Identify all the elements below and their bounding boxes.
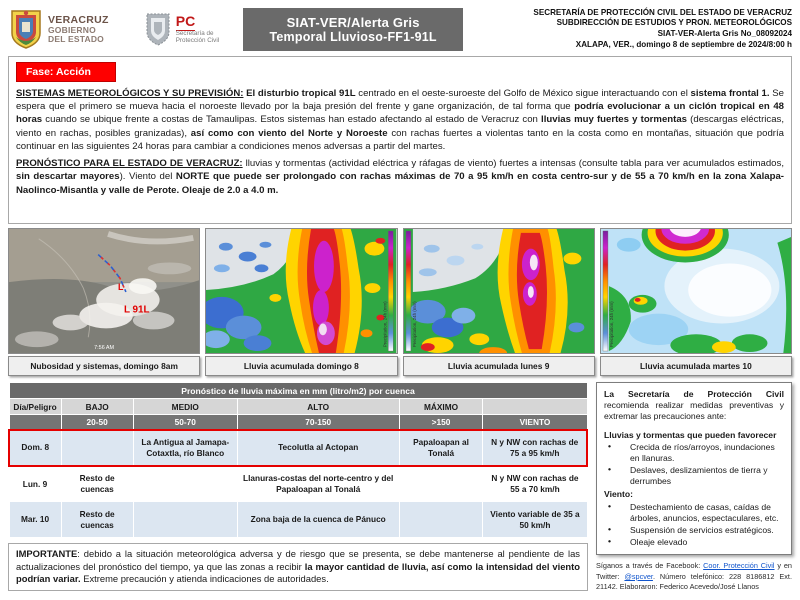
colorbar-label: Precipitation, 24h (mm)	[411, 301, 417, 348]
cell-bajo: Resto de cuencas	[61, 502, 133, 538]
colorbar	[603, 231, 608, 351]
column-header-blank	[483, 399, 587, 415]
map-panel-rain-sunday	[205, 228, 397, 376]
phase-badge: Fase: Acción	[16, 62, 116, 82]
cell-day: Mar. 10	[9, 502, 61, 538]
pc-shield-icon	[145, 12, 171, 46]
map-caption-rain-monday: Lluvia acumulada lunes 9	[403, 356, 595, 376]
rain-map-monday-image	[403, 228, 595, 354]
cell-alto: Tecolutla al Actopan	[237, 430, 399, 466]
range-maximo: >150	[399, 415, 483, 430]
cell-bajo: Resto de cuencas	[61, 466, 133, 502]
text-segment: podría evolucionar a un ciclón tropical en 48 horas	[16, 101, 785, 126]
cell-alto: Llanuras-costas del norte-centro y del Papaloapan al Tonalá	[237, 466, 399, 502]
column-header-maximo: MÁXIMO	[399, 399, 483, 415]
list-item: • Deslaves, deslizamientos de tierra y derrumbes	[604, 465, 784, 487]
colorbar-label: Precipitation, 24h (mm)	[608, 301, 614, 348]
text-segment: SISTEMAS METEOROLÓGICOS Y SU PREVISIÓN:	[16, 88, 244, 99]
text-segment: y en Twitter:	[596, 561, 792, 581]
issue-datetime: XALAPA, VER., domingo 8 de septiembre de 2024/8:00 h	[575, 39, 792, 49]
facebook-link[interactable]: Coor. Protección Civil	[703, 561, 775, 571]
rain-map-sunday-image	[205, 228, 397, 354]
state-forecast-paragraph	[16, 157, 784, 197]
forecast-text-box	[8, 56, 792, 224]
satellite-map-image	[8, 228, 200, 354]
proteccion-civil-logo	[145, 12, 219, 46]
text-segment: Síganos a través de Facebook:	[596, 561, 704, 571]
text-segment: : debido a la situación meteorológica adversa y de riesgo que se presenta, se debe mantenerse al pendiente de las actualizaciones del pronóstico del tiempo, ya que las zonas a recibir	[16, 548, 580, 572]
cell-day: Dom. 8	[9, 430, 61, 466]
maps-row	[8, 228, 792, 376]
wind-hazards-heading: Viento:	[604, 489, 633, 500]
text-segment: centrado en el oeste-suroeste del Golfo de México sigue interactuando con el	[355, 88, 691, 99]
map-caption-rain-sunday: Lluvia acumulada domingo 8	[205, 356, 397, 376]
table-header-row	[9, 399, 587, 415]
pc-logo-text: PC Secretaría de Protección Civil	[175, 13, 220, 44]
text-segment: PRONÓSTICO PARA EL ESTADO DE VERACRUZ:	[16, 158, 243, 170]
cell-medio: La Antigua al Jamapa-Cotaxtla, río Blanco	[133, 430, 237, 466]
text-segment: así como con viento del Norte y Noroeste	[190, 127, 388, 139]
bottom-section	[8, 382, 792, 593]
range-bajo: 20-50	[61, 415, 133, 430]
column-header-viento: VIENTO	[483, 415, 587, 430]
systems-paragraph	[16, 87, 784, 153]
table-row-monday	[9, 466, 587, 502]
issuer-line: SUBDIRECCIÓN DE ESTUDIOS Y PRON. METEOROLÓGICOS	[556, 18, 792, 28]
cell-maximo	[399, 502, 483, 538]
cell-viento: Viento variable de 35 a 50 km/h	[483, 502, 587, 538]
list-item: • Destechamiento de casas, caídas de árboles, anuncios, espectaculares, etc.	[604, 502, 784, 524]
text-segment: recomienda realizar medidas preventivas y extremar las precauciones ante:	[604, 400, 784, 422]
veracruz-logo	[10, 9, 109, 49]
veracruz-logo-text: VERACRUZ GOBIERNO DEL ESTADO	[48, 13, 109, 44]
text-segment: IMPORTANTE	[16, 548, 78, 559]
issuer-line: SECRETARÍA DE PROTECCIÓN CIVIL DEL ESTADO DE VERACRUZ	[533, 7, 792, 17]
footer-note	[596, 561, 792, 593]
map-panel-rain-tuesday	[600, 228, 792, 376]
cell-alto: Zona baja de la cuenca de Pánuco	[237, 502, 399, 538]
bulletin-number: SIAT-VER-Alerta Gris No_08092024	[657, 29, 792, 38]
cell-maximo: Papaloapan al Tonalá	[399, 430, 483, 466]
text-segment: sistema frontal 1.	[690, 88, 770, 99]
table-column	[8, 382, 588, 591]
table-subheader-row	[9, 415, 587, 430]
column-header-alto: ALTO	[237, 399, 399, 415]
rain-map-tuesday-image	[600, 228, 792, 354]
text-segment: la mayor cantidad de lluvia, así como la intensidad del viento podrían variar.	[16, 560, 580, 585]
importante-note	[8, 543, 588, 591]
alert-title-line2: Temporal Lluvioso-FF1-91L	[269, 29, 437, 44]
text-segment: lluvias muy fuertes y tormentas	[541, 114, 688, 126]
table-title: Pronóstico de lluvia máxima en mm (litro/m2) por cuenca	[9, 383, 587, 399]
twitter-link[interactable]: @spcver	[624, 571, 653, 581]
text-segment: sin descartar mayores	[16, 171, 120, 183]
rain-forecast-table	[8, 382, 588, 538]
cell-viento: N y NW con rachas de 75 a 95 km/h	[483, 430, 587, 466]
cell-viento: N y NW con rachas de 55 a 70 km/h	[483, 466, 587, 502]
cell-day: Lun. 9	[9, 466, 61, 502]
text-segment: con rachas fuertes a violentas tanto en la costa como en montañas, situación que podría continuar en las siguientes 24 horas para cambiar a condiciones menos adversas a partir del martes.	[16, 127, 784, 152]
table-row-tuesday	[9, 502, 587, 538]
header	[0, 0, 800, 56]
column-header-bajo: BAJO	[61, 399, 133, 415]
text-segment: La Secretaría de Protección Civil	[604, 389, 784, 399]
text-segment: NORTE que puede ser prolongado con rachas máximas de 70 a 95 km/h en costa centro-sur y de 55 a 70 km/h en la zona Xalapa-Naolinco-Misantla y valle de Perote. Oleaje de 2.0 a 4.0 m.	[16, 171, 784, 196]
map-caption-satellite: Nubosidad y sistemas, domingo 8am	[8, 356, 200, 376]
range-alto: 70-150	[237, 415, 399, 430]
list-item: • Crecida de ríos/arroyos, inundaciones en llanuras.	[604, 442, 784, 464]
front-low-label: L	[117, 282, 124, 293]
rain-hazards-heading: Lluvias y tormentas que pueden favorecer	[604, 429, 777, 440]
text-segment: . Número telefónico: 228 8186812 Ext. 21142. Elaboraron: Federico Acevedo/José Llanos	[596, 571, 792, 592]
cell-maximo	[399, 466, 483, 502]
map-panel-satellite	[8, 228, 200, 376]
text-segment: (descargas eléctricas, viento en rachas, posibles granizadas),	[16, 114, 784, 139]
main-content	[0, 56, 800, 593]
column-header-dia: Día/Peligro	[9, 399, 61, 415]
header-issuer-info	[473, 8, 792, 50]
table-row-sunday	[9, 430, 587, 466]
text-segment: Extreme precaución y atienda indicaciones de autoridades.	[80, 573, 329, 585]
recommendations-intro	[604, 389, 784, 423]
text-segment: cuando se ubique frente a costas de Tamaulipas. Estos sistemas han estado afectando al estado de Veracruz con	[42, 114, 542, 126]
alert-title-box	[243, 8, 463, 51]
veracruz-shield-icon	[10, 9, 42, 49]
veracruz-label: VERACRUZ	[48, 13, 109, 26]
alert-title-line1: SIAT-VER/Alerta Gris	[286, 14, 420, 30]
map-caption-rain-tuesday: Lluvia acumulada martes 10	[600, 356, 792, 376]
text-segment: Se espera que el primero se mueva hacia el noroeste llevado por la baja presión del frente y gane organización, de tal forma que	[16, 88, 784, 113]
satellite-timestamp: 7:56 AM	[94, 345, 115, 352]
cell-medio	[133, 466, 237, 502]
range-medio: 50-70	[133, 415, 237, 430]
text-segment: ). Viento del	[119, 171, 176, 183]
cell-bajo	[61, 430, 133, 466]
pc-acronym: PC	[175, 13, 196, 30]
map-panel-rain-monday	[403, 228, 595, 376]
list-item: • Suspensión de servicios estratégicos.	[604, 525, 784, 536]
list-item: • Oleaje elevado	[604, 537, 784, 548]
recommendations-panel	[596, 382, 792, 555]
recommendations-column	[596, 382, 792, 593]
column-header-medio: MEDIO	[133, 399, 237, 415]
text-segment: lluvias y tormentas (actividad eléctrica y ráfagas de viento) fuertes a intensas (consulte tabla para ver acumulados estimados,	[242, 158, 784, 170]
colorbar	[405, 231, 410, 351]
cell-medio	[133, 502, 237, 538]
colorbar-label: Precipitation, 24h (mm)	[382, 301, 388, 348]
text-segment: El disturbio tropical 91L	[243, 88, 356, 99]
disturbance-91l-label: L 91L	[123, 304, 150, 316]
colorbar	[389, 231, 394, 351]
